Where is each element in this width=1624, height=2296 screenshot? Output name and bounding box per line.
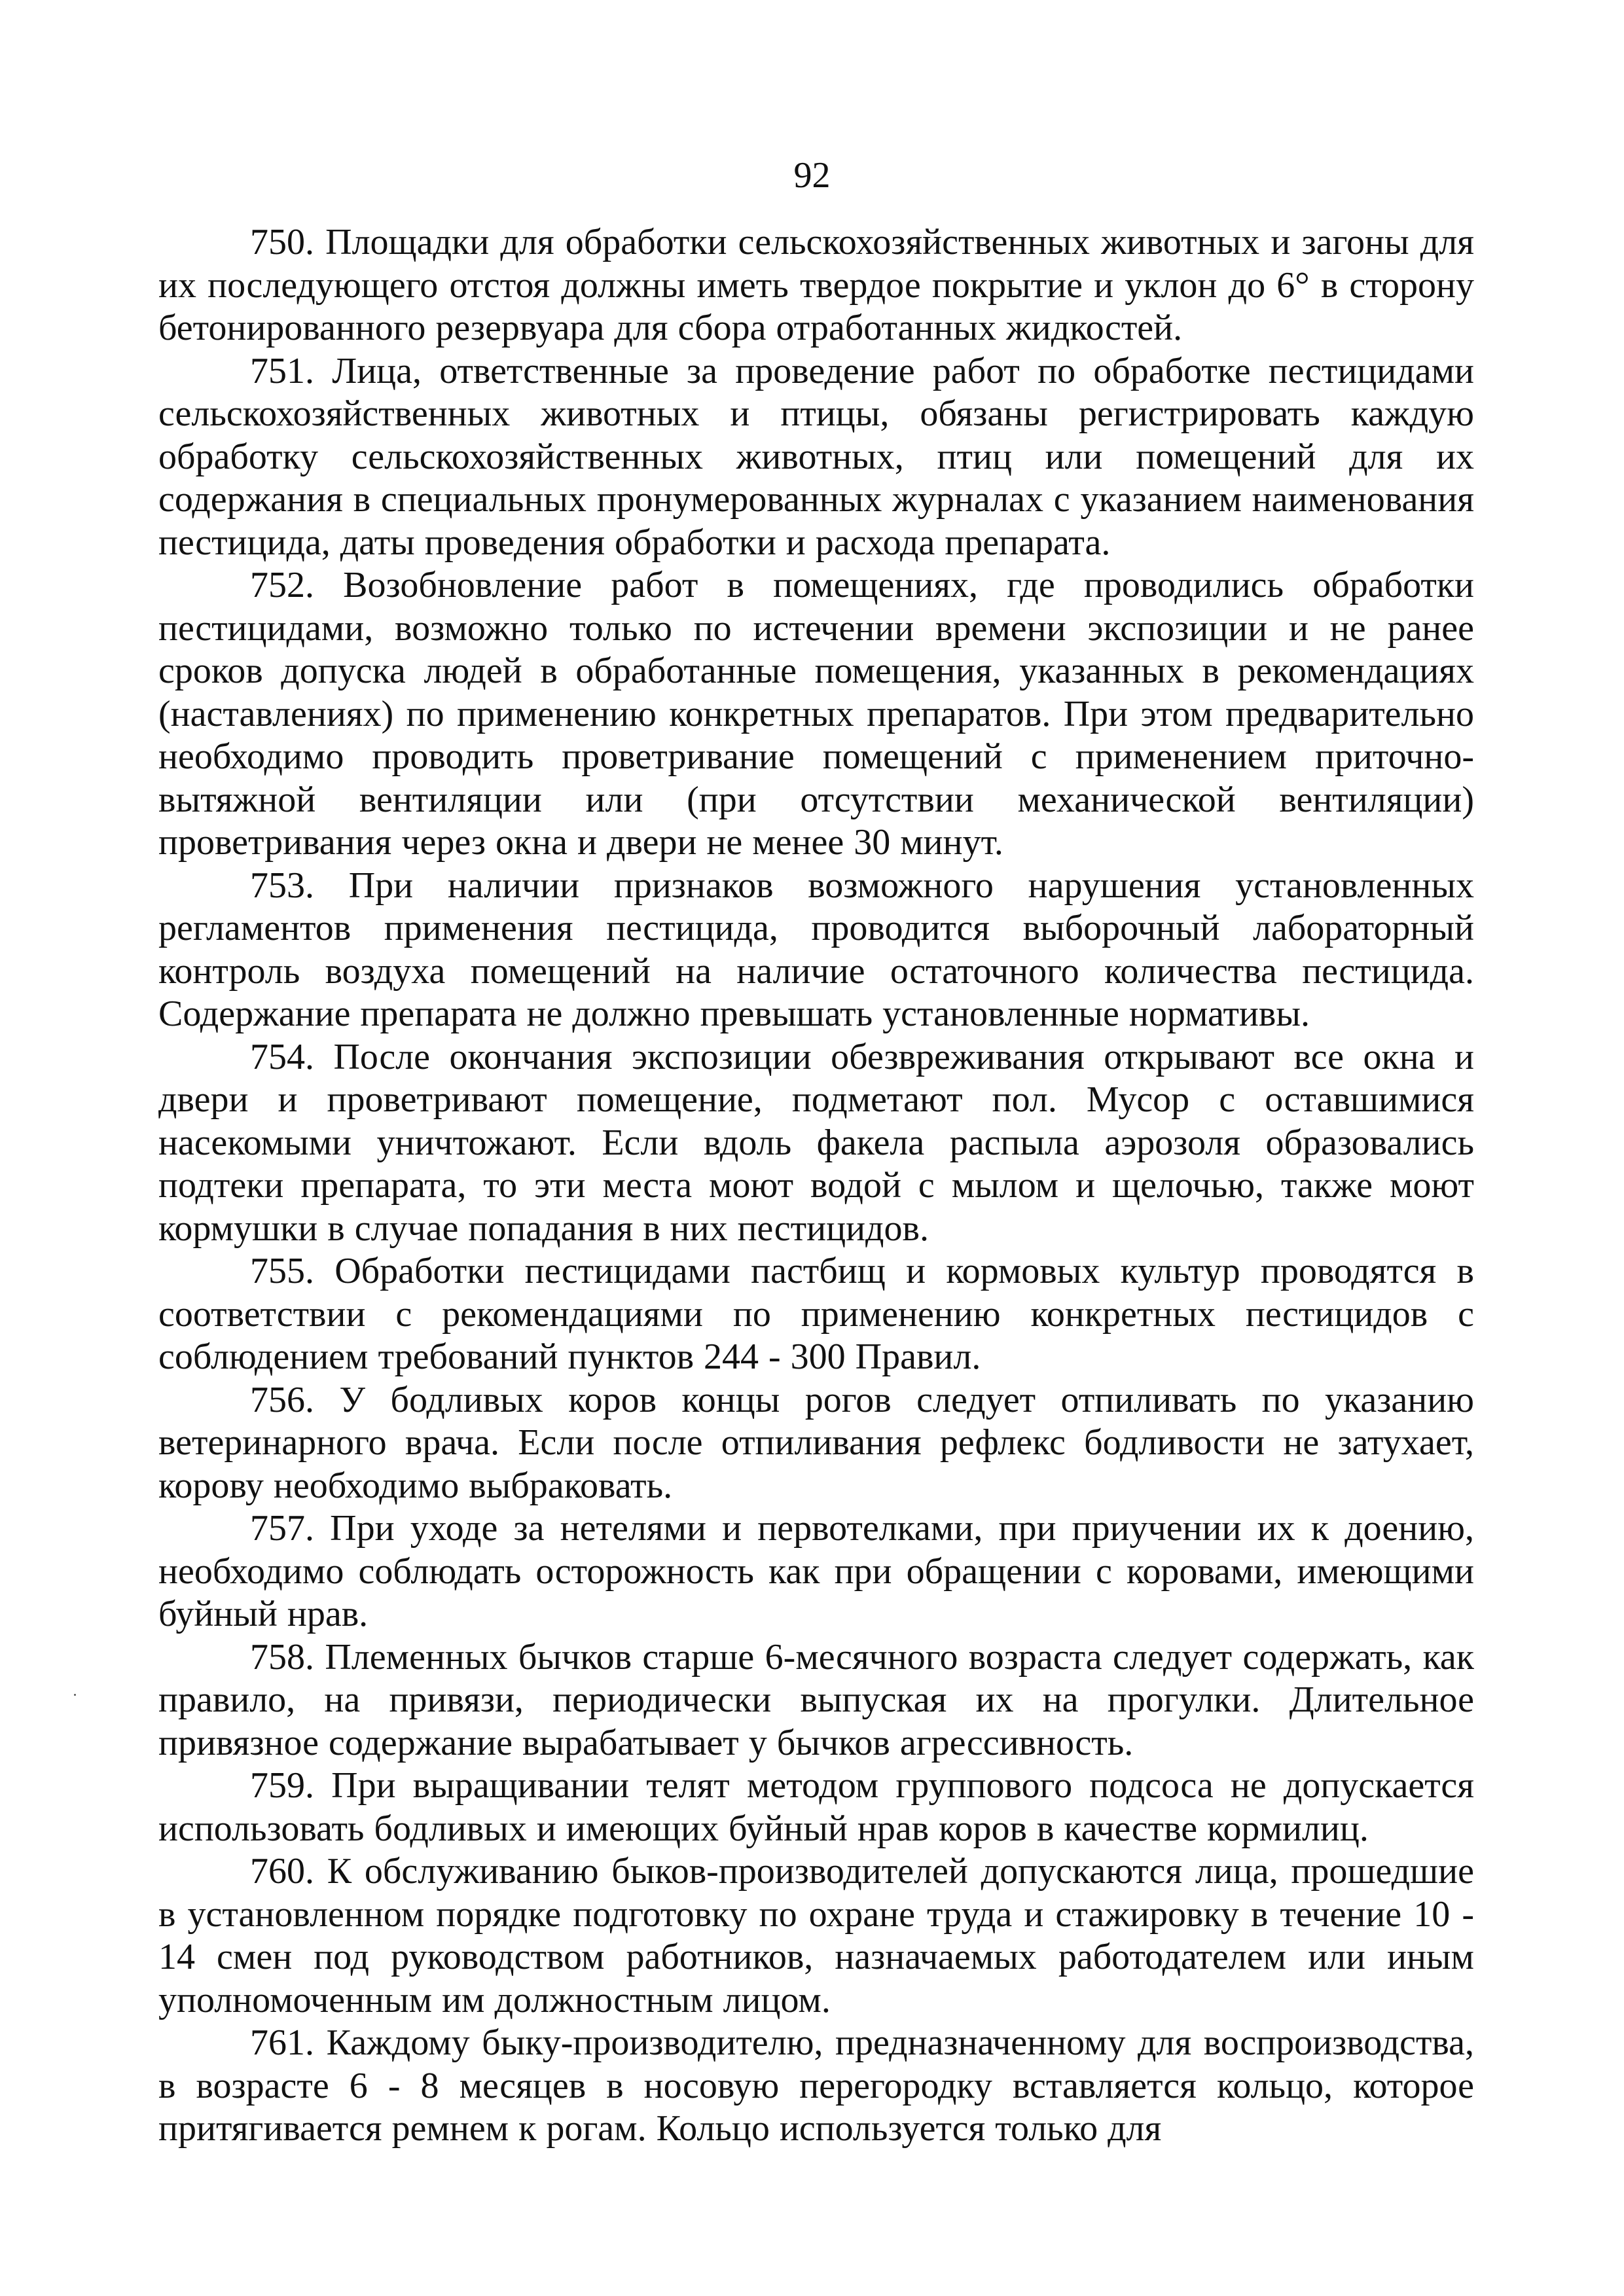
paragraph-750: 750. Площадки для обработки сельскохозяйственных животных и загоны для их последующего отстоя должны иметь твердое покрытие и уклон до 6° в сторону бетонированного резервуара для сбора отработанных жидкостей.	[158, 222, 1474, 348]
paragraph-759: 759. При выращивании телят методом группового подсоса не допускается использовать бодливых и имеющих буйный нрав коров в качестве кормилиц.	[158, 1765, 1474, 1849]
paragraph-755: 755. Обработки пестицидами пастбищ и кормовых культур проводятся в соответствии с рекомендациями по применению конкретных пестицидов с соблюдением требований пунктов 244 - 300 Правил.	[158, 1251, 1474, 1377]
paragraph-757: 757. При уходе за нетелями и первотелками, при приучении их к доению, необходимо соблюдать осторожность как при обращении с коровами, имеющими буйный нрав.	[158, 1508, 1474, 1634]
paragraph-758: 758. Племенных бычков старше 6-месячного возраста следует содержать, как правило, на привязи, периодически выпуская их на прогулки. Длительное привязное содержание вырабатывает у бычков агрессивность.	[158, 1636, 1474, 1763]
paragraph-752: 752. Возобновление работ в помещениях, где проводились обработки пестицидами, возможно только по истечении времени экспозиции и не ранее сроков допуска людей в обработанные помещения, указанных в рекомендациях (наставлениях) по применению конкретных препаратов. При этом предварительно необходимо проводить проветривание помещений с применением приточно-вытяжной вентиляции или (при отсутствии механической вентиляции) проветривания через окна и двери не менее 30 минут.	[158, 565, 1474, 863]
scan-speck	[74, 1694, 76, 1696]
paragraph-751: 751. Лица, ответственные за проведение работ по обработке пестицидами сельскохозяйственных животных и птицы, обязаны регистрировать каждую обработку сельскохозяйственных животных, птиц или помещений для их содержания в специальных пронумерованных журналах с указанием наименования пестицида, даты проведения обработки и расхода препарата.	[158, 350, 1474, 563]
paragraph-754: 754. После окончания экспозиции обезвреживания открывают все окна и двери и проветривают помещение, подметают пол. Мусор с оставшимися насекомыми уничтожают. Если вдоль факела распыла аэрозоля образовались подтеки препарата, то эти места моют водой с мылом и щелочью, также моют кормушки в случае попадания в них пестицидов.	[158, 1036, 1474, 1249]
paragraph-753: 753. При наличии признаков возможного нарушения установленных регламентов применения пестицида, проводится выборочный лабораторный контроль воздуха помещений на наличие остаточного количества пестицида. Содержание препарата не должно превышать установленные нормативы.	[158, 865, 1474, 1034]
paragraph-760: 760. К обслуживанию быков-производителей допускаются лица, прошедшие в установленном порядке подготовку по охране труда и стажировку в течение 10 - 14 смен под руководством работников, назначаемых работодателем или иным уполномоченным им должностным лицом.	[158, 1851, 1474, 2020]
document-body	[158, 221, 1474, 2151]
paragraph-756: 756. У бодливых коров концы рогов следует отпиливать по указанию ветеринарного врача. Если после отпиливания рефлекс бодливости не затухает, корову необходимо выбраковать.	[158, 1379, 1474, 1506]
page-number: 92	[793, 155, 831, 196]
paragraph-761: 761. Каждому быку-производителю, предназначенному для воспроизводства, в возрасте 6 - 8 месяцев в носовую перегородку вставляется кольцо, которое притягивается ремнем к рогам. Кольцо используется только для	[158, 2022, 1474, 2149]
